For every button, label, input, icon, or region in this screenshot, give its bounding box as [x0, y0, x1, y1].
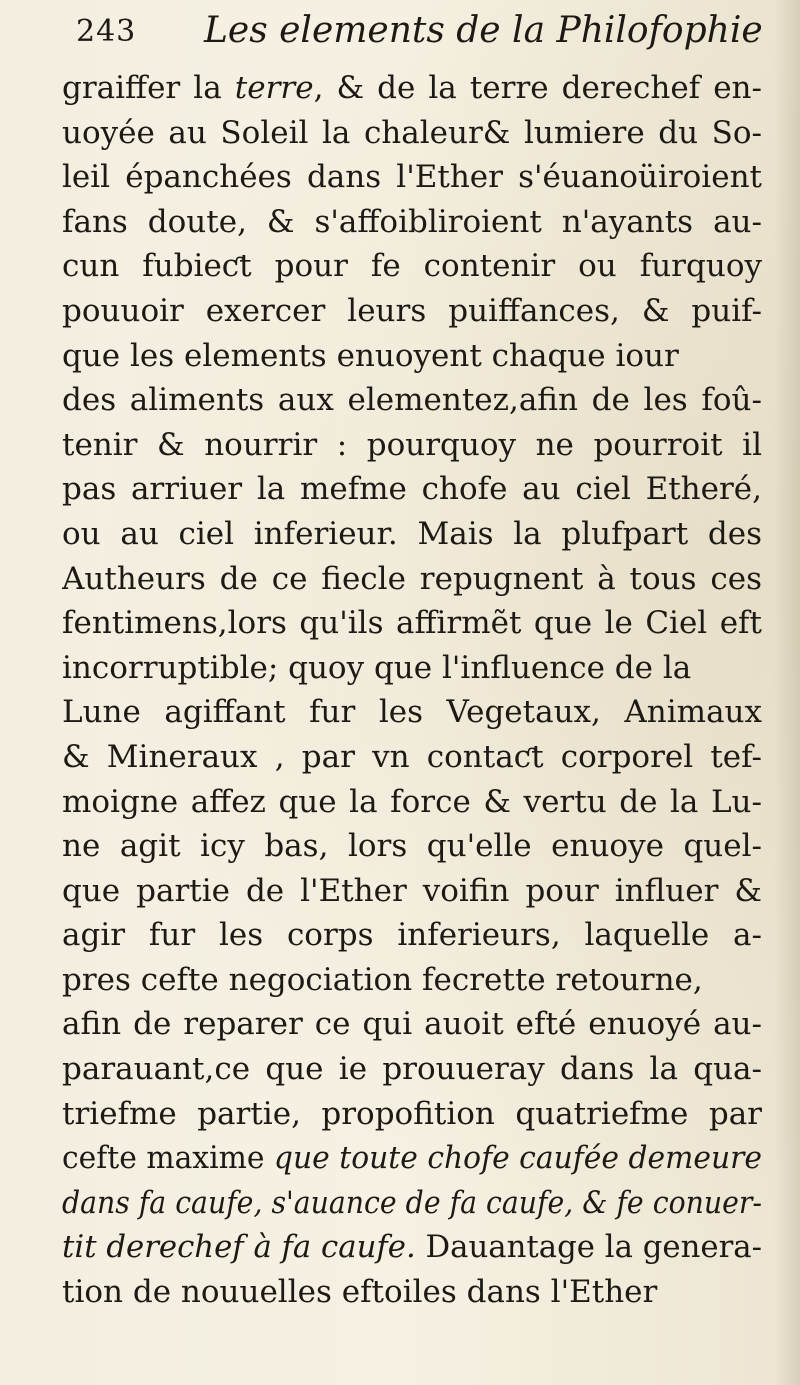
text-line — [62, 1002, 772, 1047]
text-line — [62, 824, 772, 869]
text-line — [62, 735, 772, 780]
text-segment: parauant,ce que ie prouueray dans la qua- — [62, 1051, 762, 1088]
italic-text-segment: dans fa caufe, s'auance de fa caufe, & fe conuer- — [62, 1184, 762, 1221]
text-segment: pouuoir exercer leurs puiffances, & puif- — [62, 292, 762, 329]
text-line — [62, 334, 772, 379]
text-segment: pres cefte negociation fecrette retourne, — [62, 961, 703, 998]
text-line — [62, 423, 772, 468]
text-line — [62, 378, 772, 423]
text-segment: pas arriuer la mefme chofe au ciel Etheré, — [62, 471, 762, 508]
text-segment: afin de reparer ce qui auoit efté enuoyé au- — [62, 1006, 762, 1043]
text-line — [62, 958, 772, 1003]
text-segment: cun fubieƈt pour fe contenir ou furquoy — [62, 248, 762, 285]
page-header — [76, 6, 766, 66]
text-line — [62, 467, 772, 512]
text-segment: leil épanchées dans l'Ether s'éuanoüiroient — [62, 159, 762, 196]
text-segment: agir fur les corps inferieurs, laquelle a- — [62, 917, 762, 954]
text-segment: moigne affez que la force & vertu de la Lu- — [62, 783, 762, 820]
text-line — [62, 557, 772, 602]
text-segment: graiffer la — [62, 70, 235, 106]
text-line — [62, 646, 772, 691]
text-segment: ou au ciel inferieur. Mais la plufpart des — [62, 515, 762, 552]
text-line — [62, 512, 772, 557]
text-line — [62, 913, 772, 958]
text-segment: Autheurs de ce fiecle repugnent à tous ces — [62, 560, 762, 597]
text-segment: incorruptible; quoy que l'influence de la — [62, 649, 692, 686]
text-line — [62, 1270, 772, 1315]
text-segment: cefte maxime — [62, 1140, 274, 1177]
text-segment: , & de la terre derechef en- — [313, 70, 763, 106]
page-number: 243 — [76, 14, 137, 49]
text-segment: ne agit icy bas, lors qu'elle enuoye quel- — [62, 828, 762, 865]
text-segment: uoyée au Soleil la chaleur& lumiere du So- — [62, 114, 762, 151]
text-segment: des aliments aux elementez,afin de les foû- — [62, 382, 762, 419]
text-line — [62, 155, 772, 200]
body-text — [62, 66, 772, 1315]
page-edge-shadow — [774, 0, 800, 1385]
text-segment: triefme partie, propofition quatriefme par — [62, 1095, 762, 1132]
running-title: Les elements de la Philofophie — [204, 10, 763, 51]
text-line — [62, 690, 772, 735]
text-segment: tion de nouuelles eftoiles dans l'Ether — [62, 1274, 658, 1311]
text-line — [62, 1225, 772, 1270]
text-line — [62, 200, 772, 245]
text-line — [62, 1181, 772, 1226]
text-line — [62, 869, 772, 914]
italic-text-segment: que toute chofe caufée demeure — [273, 1140, 762, 1177]
text-segment: & Mineraux , par vn contaƈt corporel tef- — [62, 738, 762, 775]
text-segment: Lune agiffant fur les Vegetaux, Animaux — [62, 694, 762, 731]
text-line — [62, 111, 772, 156]
text-segment: tenir & nourrir : pourquoy ne pourroit il — [62, 426, 762, 463]
text-segment: Dauantage la genera- — [415, 1229, 762, 1266]
italic-text-segment: tit derechef à fa caufe. — [62, 1229, 416, 1266]
text-segment: fans doute, & s'affoibliroient n'ayants au- — [62, 203, 762, 240]
text-segment: que partie de l'Ether voifin pour influer & — [62, 872, 762, 909]
text-segment: que les elements enuoyent chaque iour — [62, 337, 679, 374]
text-line — [62, 1047, 772, 1092]
text-line — [62, 1092, 772, 1137]
italic-text-segment: terre — [234, 70, 314, 106]
text-line — [62, 244, 772, 289]
text-line — [62, 66, 772, 111]
text-line — [62, 289, 772, 334]
text-line — [62, 601, 772, 646]
text-segment: fentimens,lors qu'ils affirmẽt que le Ciel eft — [62, 605, 762, 642]
text-line — [62, 780, 772, 825]
text-line — [62, 1136, 772, 1181]
